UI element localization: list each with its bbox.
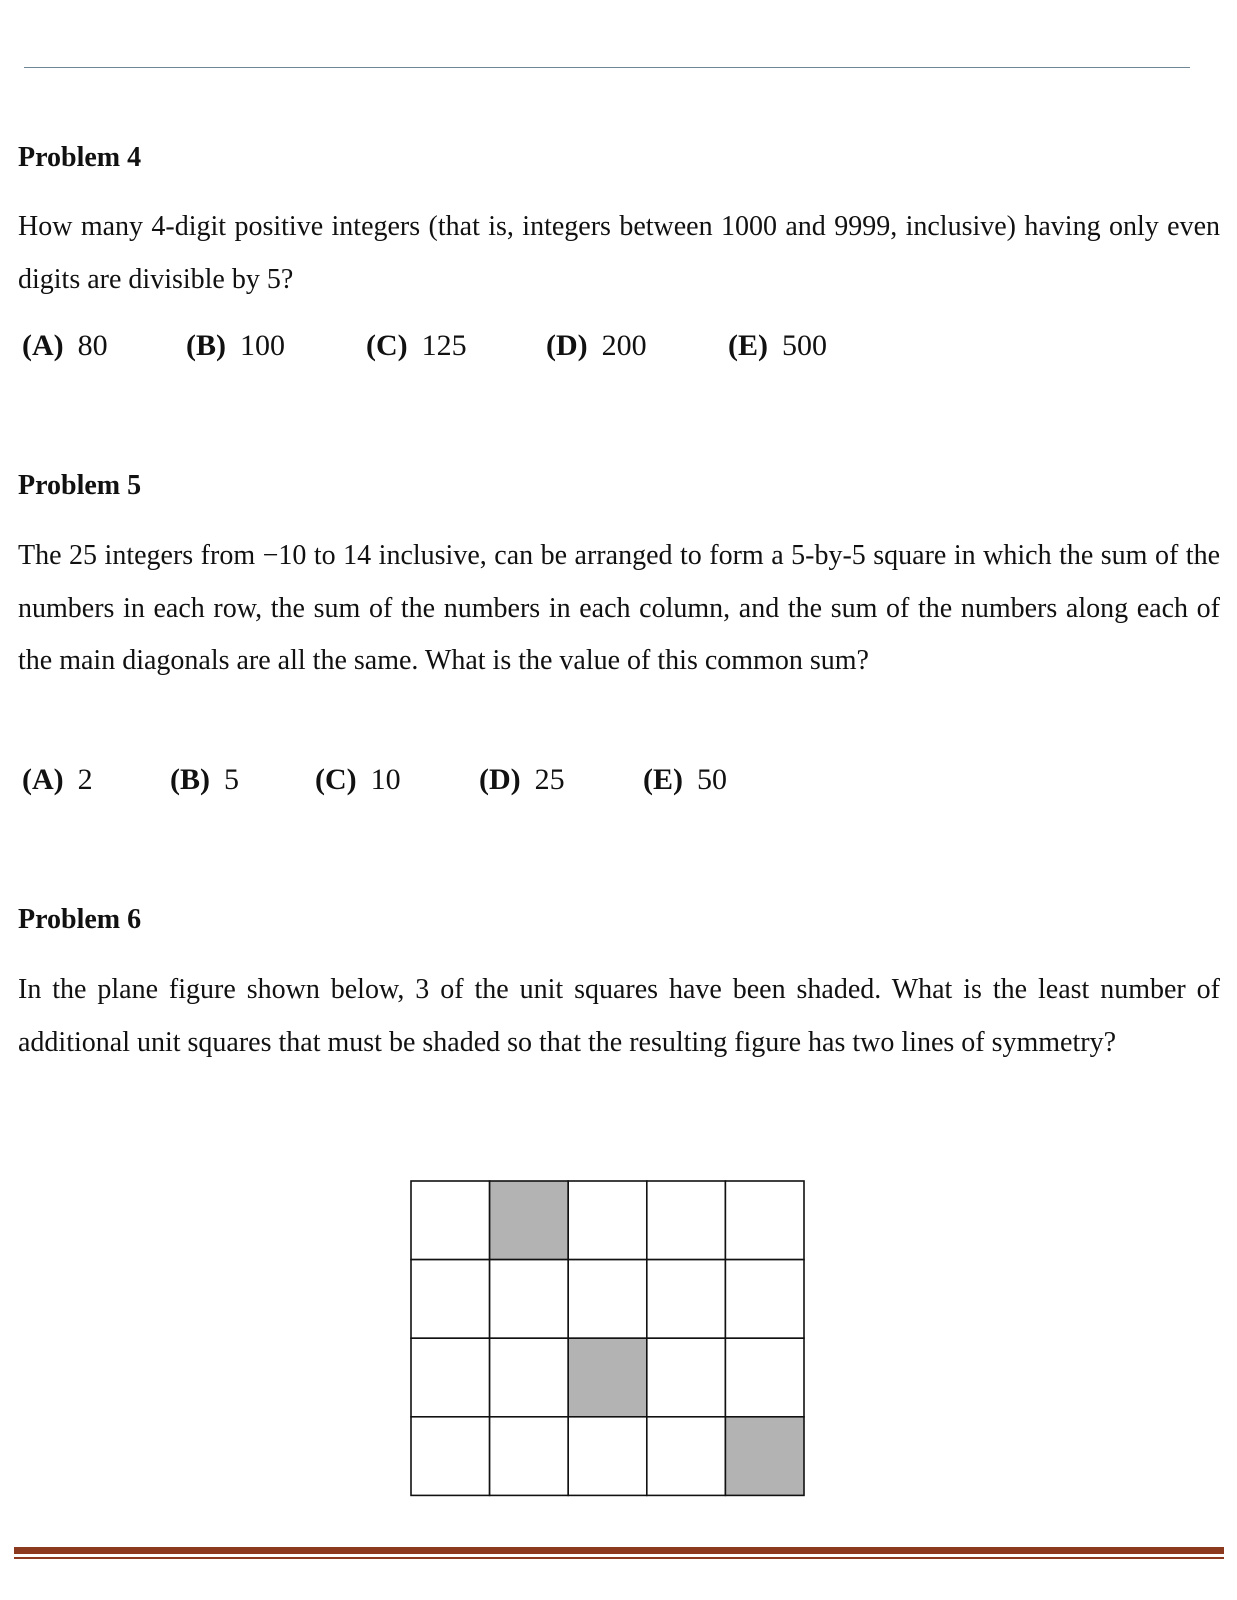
unit-square: [411, 1260, 490, 1339]
unit-square: [647, 1181, 726, 1260]
unit-square: [490, 1260, 569, 1339]
unit-square: [647, 1338, 726, 1417]
unit-square: [490, 1417, 569, 1496]
choice-d: (D) 200: [546, 329, 647, 362]
choice-c: (C) 125: [366, 329, 467, 362]
choice-c: (C) 10: [315, 763, 401, 796]
unit-square: [411, 1181, 490, 1260]
unit-square: [568, 1260, 647, 1339]
choice-e: (E) 500: [728, 329, 827, 362]
problem-4-text: How many 4-digit positive integers (that is, integers between 1000 and 9999, inclusive) having only even digits are divisible by 5?: [18, 211, 1220, 295]
shaded-square: [490, 1181, 569, 1260]
unit-square: [725, 1181, 804, 1260]
unit-square: [647, 1260, 726, 1339]
problem-4-title: Problem 4: [18, 142, 142, 173]
problem-6-title: Problem 6: [18, 904, 142, 935]
unit-square: [725, 1260, 804, 1339]
choice-e: (E) 50: [643, 763, 727, 796]
choice-b: (B) 100: [186, 329, 285, 362]
problem-5-title: Problem 5: [18, 470, 142, 501]
unit-square: [647, 1417, 726, 1496]
unit-square: [568, 1181, 647, 1260]
problem-6-text: In the plane figure shown below, 3 of the unit squares have been shaded. What is the least number of additional unit squares that must be shaded so that the resulting figure has two lines of symmetry?: [18, 974, 1220, 1058]
unit-square: [411, 1338, 490, 1417]
footer-rule: [14, 1544, 1224, 1564]
unit-square: [568, 1417, 647, 1496]
choice-d: (D) 25: [479, 763, 565, 796]
problem-5-text: The 25 integers from −10 to 14 inclusive, can be arranged to form a 5-by-5 square in which the sum of the numbers in each row, the sum of the numbers in each column, and the sum of the numbers along each of the main diagonals are all the same. What is the value of this common sum?: [18, 540, 1220, 676]
choice-a: (A) 2: [22, 763, 93, 796]
unit-square: [725, 1338, 804, 1417]
unit-square: [490, 1338, 569, 1417]
unit-square: [411, 1417, 490, 1496]
shaded-square: [568, 1338, 647, 1417]
shaded-square: [725, 1417, 804, 1496]
choice-a: (A) 80: [22, 329, 108, 362]
choice-b: (B) 5: [170, 763, 239, 796]
